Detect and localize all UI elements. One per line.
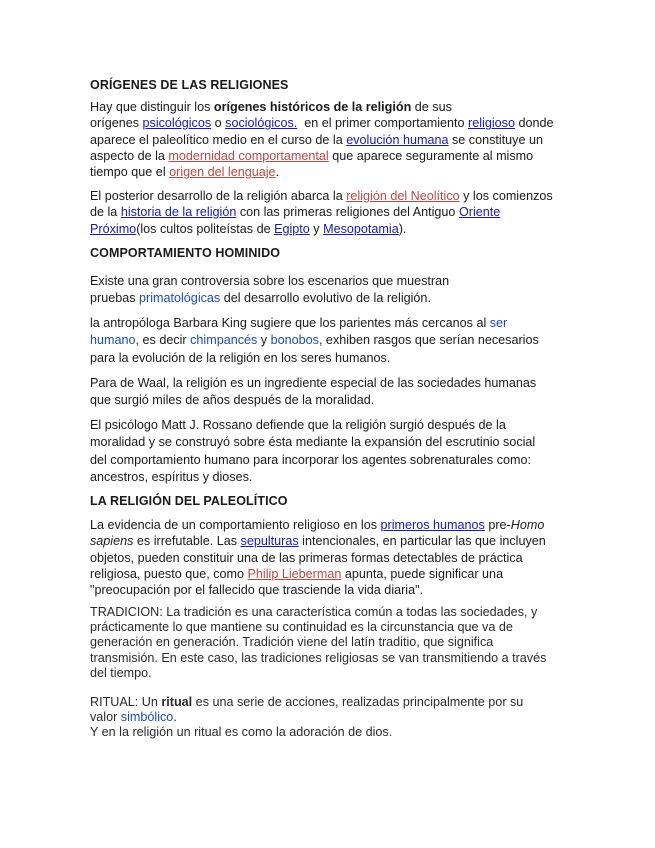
- text: aspecto de la: [90, 148, 169, 163]
- link-oriente[interactable]: Oriente: [458, 205, 501, 220]
- paragraph-tradicion: [90, 605, 568, 681]
- text: apunta, puede significar una: [341, 566, 504, 581]
- text: La evidencia de un comportamiento religioso en los: [90, 518, 381, 532]
- text: prácticamente lo que mantiene su continuidad es la circunstancia que va de: [90, 620, 513, 635]
- text: TRADICION: La tradición es una característica común a todas las sociedades, y: [90, 605, 538, 619]
- paragraph-ritual: [90, 695, 568, 741]
- bold-text: ritual: [161, 695, 193, 709]
- text: con las primeras religiones del Antiguo: [236, 205, 459, 220]
- text: "preocupación por el fallecido que trasciende la vida diaria".: [90, 583, 424, 598]
- text: , es decir: [135, 333, 191, 348]
- text: se constituye un: [448, 132, 543, 147]
- italic-text: sapiens: [90, 534, 134, 549]
- text: ancestros, espíritus y dioses.: [90, 469, 253, 484]
- text: aparece el paleolítico medio en el curso de la: [90, 132, 347, 147]
- paragraph-rossano: [90, 417, 568, 486]
- link-philip-lieberman[interactable]: Philip Lieberman: [247, 566, 342, 581]
- text: y: [257, 333, 271, 348]
- text: .: [173, 710, 177, 725]
- text: del tiempo.: [90, 665, 152, 680]
- paragraph-evidencia: [90, 517, 568, 598]
- text: objetos, pueden constituir una de las primeras formas detectables de práctica: [90, 550, 523, 565]
- text: Existe una gran controversia sobre los escenarios que muestran: [90, 274, 450, 288]
- link-origen-lenguaje[interactable]: origen del lenguaje: [169, 165, 276, 180]
- link-humano[interactable]: humano: [90, 333, 136, 348]
- text: de la: [90, 205, 121, 220]
- text: moralidad y se construyó sobre ésta mediante la expansión del escrutinio social: [90, 435, 536, 450]
- link-religion-neolitico[interactable]: religión del Neolítico: [346, 189, 460, 203]
- link-historia-religion[interactable]: historia de la religión: [120, 205, 237, 220]
- text: del comportamiento humano para incorporar los agentes sobrenaturales como:: [90, 452, 532, 467]
- text: .: [275, 165, 280, 180]
- text: transmisión. En este caso, las tradiciones religiosas se van transmitiendo a través: [90, 650, 547, 665]
- text: ).: [398, 221, 407, 236]
- text: generación en generación. Tradición viene del latín traditio, que significa: [90, 635, 494, 650]
- link-modernidad-comportamental[interactable]: modernidad comportamental: [168, 148, 329, 163]
- link-simbolico[interactable]: simbólico: [120, 710, 174, 725]
- text: valor: [90, 710, 121, 725]
- text: El posterior desarrollo de la religión abarca la: [90, 189, 347, 203]
- text: del desarrollo evolutivo de la religión.: [220, 291, 431, 306]
- text: y los comienzos: [459, 189, 553, 203]
- link-bonobos[interactable]: bonobos: [270, 333, 319, 348]
- text: orígenes: [90, 116, 143, 131]
- text: donde: [514, 116, 554, 131]
- link-sepulturas[interactable]: sepulturas: [240, 534, 299, 549]
- link-ser[interactable]: ser: [489, 316, 508, 330]
- text: pre-: [484, 518, 511, 532]
- link-religioso[interactable]: religioso: [468, 116, 515, 131]
- text: El psicólogo Matt J. Rossano defiende que la religión surgió después de la: [90, 418, 506, 432]
- text: Hay que distinguir los: [90, 100, 214, 114]
- link-psicologicos[interactable]: psicológicos: [142, 116, 212, 131]
- link-primatologicas[interactable]: primatológicas: [139, 291, 221, 306]
- heading-comportamiento-hominido: COMPORTAMIENTO HOMINIDO: [90, 246, 281, 260]
- text: tiempo que el: [90, 165, 170, 180]
- italic-text: Homo: [510, 518, 545, 532]
- text: la antropóloga Barbara King sugiere que los parientes más cercanos al: [90, 316, 490, 330]
- bold-text: orígenes históricos de la religión: [213, 100, 412, 114]
- text: es irrefutable. Las: [133, 534, 241, 549]
- text: en el primer comportamiento: [297, 116, 469, 131]
- link-egipto[interactable]: Egipto: [274, 221, 310, 236]
- link-primeros-humanos[interactable]: primeros humanos: [380, 518, 485, 532]
- heading-religion-paleolitico: LA RELIGIÓN DEL PALEOLÍTICO: [90, 494, 288, 508]
- paragraph-de-waal: [90, 375, 568, 410]
- link-mesopotamia[interactable]: Mesopotamia: [323, 221, 399, 236]
- text-line: [90, 316, 507, 330]
- text: Y en la religión un ritual es como la adoración de dios.: [90, 725, 393, 740]
- paragraph-barbara-king: [90, 315, 568, 367]
- text: que aparece seguramente al mismo: [328, 148, 534, 163]
- heading-origenes: ORÍGENES DE LAS RELIGIONES: [90, 78, 289, 92]
- paragraph-origenes: [90, 99, 568, 180]
- link-evolucion-humana[interactable]: evolución humana: [346, 132, 449, 147]
- text: de sus: [411, 100, 452, 114]
- link-sociologicos[interactable]: sociológicos.: [225, 116, 298, 131]
- text: , exhiben rasgos que serían necesarios: [318, 333, 539, 348]
- text: religiosa, puesto que, como: [90, 566, 248, 581]
- text: RITUAL: Un: [90, 695, 162, 709]
- text: para la evolución de la religión en los seres humanos.: [90, 350, 391, 365]
- text: intencionales, en particular las que incluyen: [298, 534, 546, 549]
- paragraph-controversia: [90, 273, 568, 308]
- text: que surgió miles de años después de la moralidad.: [90, 393, 375, 408]
- link-proximo[interactable]: Próximo: [90, 221, 137, 236]
- text: Para de Waal, la religión es un ingrediente especial de las sociedades humanas: [90, 376, 537, 390]
- text: y: [309, 221, 324, 236]
- text: (los cultos politeístas de: [136, 221, 275, 236]
- text: o: [211, 116, 226, 131]
- text: es una serie de acciones, realizadas principalmente por su: [192, 695, 524, 709]
- text: pruebas: [90, 291, 140, 306]
- link-chimpances[interactable]: chimpancés: [190, 333, 258, 348]
- paragraph-desarrollo: [90, 188, 568, 237]
